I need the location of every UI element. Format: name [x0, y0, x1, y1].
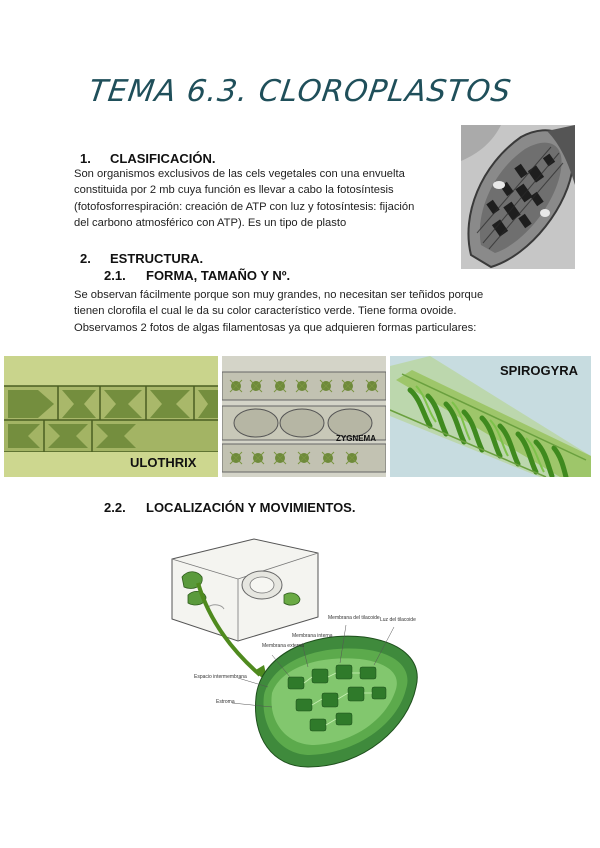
chloroplast-diagram	[168, 537, 430, 770]
label-luz-tilacoide: Luz del tilacoide	[380, 617, 416, 623]
ulothrix-photo	[4, 356, 218, 477]
section-1-paragraph	[74, 166, 454, 231]
section-2-1-paragraph	[74, 287, 529, 336]
label-espacio-intermembrana: Espacio intermembrana	[194, 674, 247, 680]
section-2-2-title: LOCALIZACIÓN Y MOVIMIENTOS.	[146, 500, 356, 515]
page-title: TEMA 6.3. CLOROPLASTOS	[86, 74, 514, 109]
section-2-number: 2.	[80, 251, 91, 266]
section-2-heading	[80, 251, 203, 266]
zygnema-label: ZYGNEMA	[336, 434, 376, 443]
section-1-line: (fotofosforrespiración: creación de ATP con luz y fotosíntesis: fijación	[74, 200, 415, 213]
section-2-1-line: tienen clorofila el cual le da su color característico verde. Tiene forma ovoide.	[74, 305, 457, 318]
label-membrana-tilacoide: Membrana del tilacoide	[328, 615, 380, 621]
section-2-1-line: Observamos 2 fotos de algas filamentosas ya que adquieren formas particulares:	[74, 321, 477, 334]
zygnema-photo	[222, 356, 386, 477]
spirogyra-photo	[390, 356, 591, 477]
label-estroma: Estroma	[216, 699, 235, 705]
section-1-line: constituida por 2 mb cuya función es llevar a cabo la fotosíntesis	[74, 184, 394, 197]
label-membrana-externa: Membrana externa	[262, 643, 304, 649]
section-1-line: Son organismos exclusivos de las cels vegetales con una envuelta	[74, 168, 405, 180]
section-1-number: 1.	[80, 151, 91, 166]
ulothrix-label: ULOTHRIX	[130, 455, 197, 470]
section-2-2-heading	[104, 500, 355, 515]
section-2-1-number: 2.1.	[104, 268, 126, 283]
spirogyra-label: SPIROGYRA	[500, 363, 579, 378]
section-1-title: CLASIFICACIÓN.	[110, 151, 216, 166]
section-1-line: del carbono atmosférico con ATP). Es un tipo de plasto	[74, 216, 347, 229]
section-1-heading	[80, 151, 215, 166]
chloroplast-diagram-image	[168, 537, 430, 770]
chloroplast-micrograph-image	[461, 125, 575, 269]
label-membrana-interna: Membrana interna	[292, 633, 333, 639]
section-2-2-number: 2.2.	[104, 500, 126, 515]
section-2-title: ESTRUCTURA.	[110, 251, 204, 266]
section-2-1-line: Se observan fácilmente porque son muy grandes, no necesitan ser teñidos porque	[74, 289, 484, 301]
section-2-1-heading	[104, 268, 290, 283]
zygnema-image	[222, 356, 386, 477]
section-2-1-title: FORMA, TAMAÑO Y Nº.	[146, 268, 291, 283]
chloroplast-micrograph	[461, 125, 575, 269]
